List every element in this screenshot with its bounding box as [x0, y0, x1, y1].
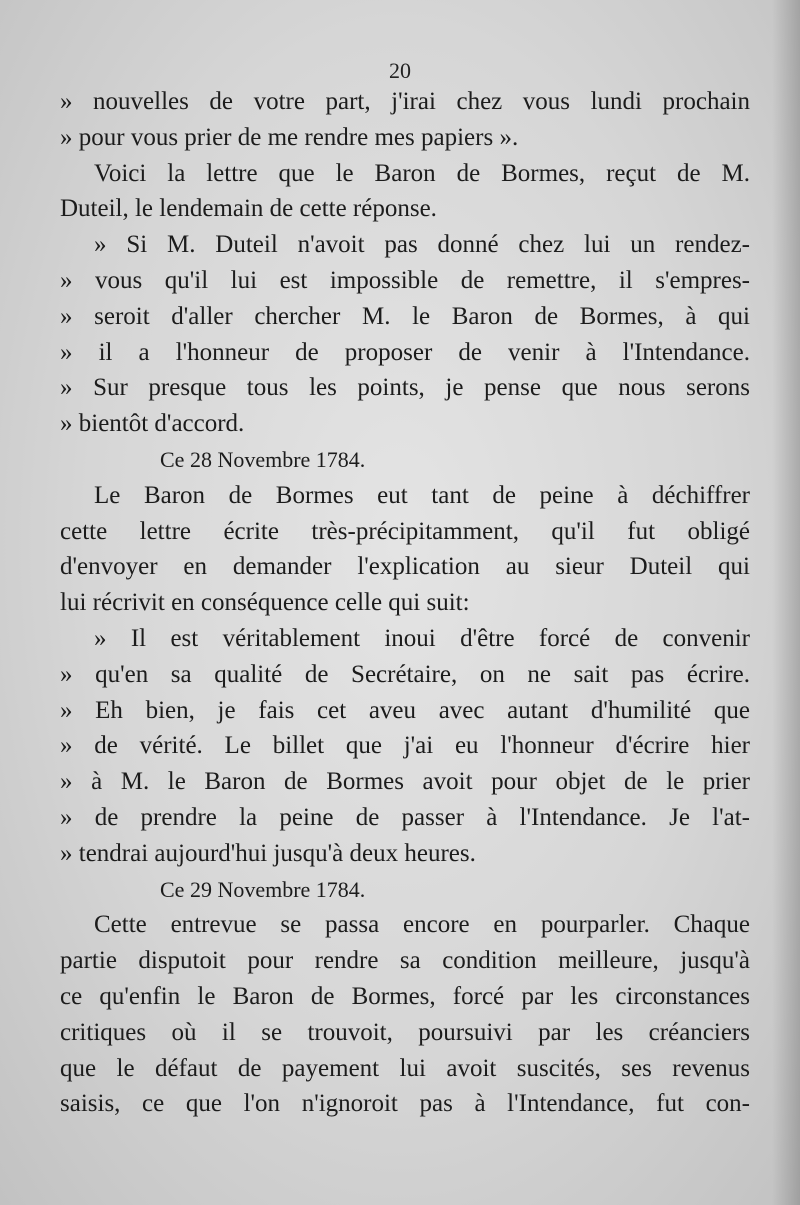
text-line: » qu'en sa qualité de Secrétaire, on ne sait pas écrire.: [60, 660, 750, 688]
text-line: » seroit d'aller chercher M. le Baron de Bormes, à qui: [60, 302, 750, 330]
date-line: Ce 29 Novembre 1784.: [160, 876, 366, 902]
page-number: 20: [389, 58, 411, 83]
text-line: » Si M. Duteil n'avoit pas donné chez lui un rendez-: [94, 231, 750, 259]
text-line: » pour vous prier de me rendre mes papiers ».: [60, 123, 519, 151]
text-line: » Sur presque tous les points, je pense que nous serons: [60, 374, 750, 402]
text-line: saisis, ce que l'on n'ignoroit pas à l'Intendance, fut con-: [60, 1090, 750, 1118]
text-line: » Eh bien, je fais cet aveu avec autant d'humilité que: [60, 696, 750, 724]
text-line: » vous qu'il lui est impossible de remettre, il s'empres-: [60, 266, 750, 294]
text-line: Le Baron de Bormes eut tant de peine à déchiffrer: [94, 481, 750, 509]
text-line: cette lettre écrite très-précipitamment, qu'il fut obligé: [60, 517, 750, 545]
text-line: lui récrivit en conséquence celle qui suit:: [60, 589, 470, 617]
text-line: Cette entrevue se passa encore en pourparler. Chaque: [94, 911, 750, 939]
text-line: partie disputoit pour rendre sa condition meilleure, jusqu'à: [60, 947, 750, 975]
text-line: » bientôt d'accord.: [60, 410, 245, 438]
text-line: Duteil, le lendemain de cette réponse.: [60, 195, 437, 223]
text-line: critiques où il se trouvoit, poursuivi par les créanciers: [60, 1018, 750, 1046]
page-edge-shadow: [772, 0, 800, 1205]
text-line: que le défaut de payement lui avoit suscités, ses revenus: [60, 1054, 750, 1082]
date-line: Ce 28 Novembre 1784.: [160, 446, 366, 472]
text-block: [60, 84, 750, 1122]
text-line: » tendrai aujourd'hui jusqu'à deux heures.: [60, 839, 476, 867]
text-line: » nouvelles de votre part, j'irai chez vous lundi prochain: [60, 88, 750, 115]
text-line: » de prendre la peine de passer à l'Intendance. Je l'at-: [60, 803, 750, 831]
text-line: Voici la lettre que le Baron de Bormes, reçut de M.: [94, 159, 750, 187]
text-line: d'envoyer en demander l'explication au sieur Duteil qui: [60, 553, 750, 581]
text-line: » à M. le Baron de Bormes avoit pour objet de le prier: [60, 768, 750, 796]
text-line: » il a l'honneur de proposer de venir à l'Intendance.: [60, 338, 750, 366]
text-line: » de vérité. Le billet que j'ai eu l'honneur d'écrire hier: [60, 732, 750, 760]
text-line: ce qu'enfin le Baron de Bormes, forcé par les circonstances: [60, 982, 750, 1010]
text-line: » Il est véritablement inoui d'être forcé de convenir: [94, 624, 750, 652]
